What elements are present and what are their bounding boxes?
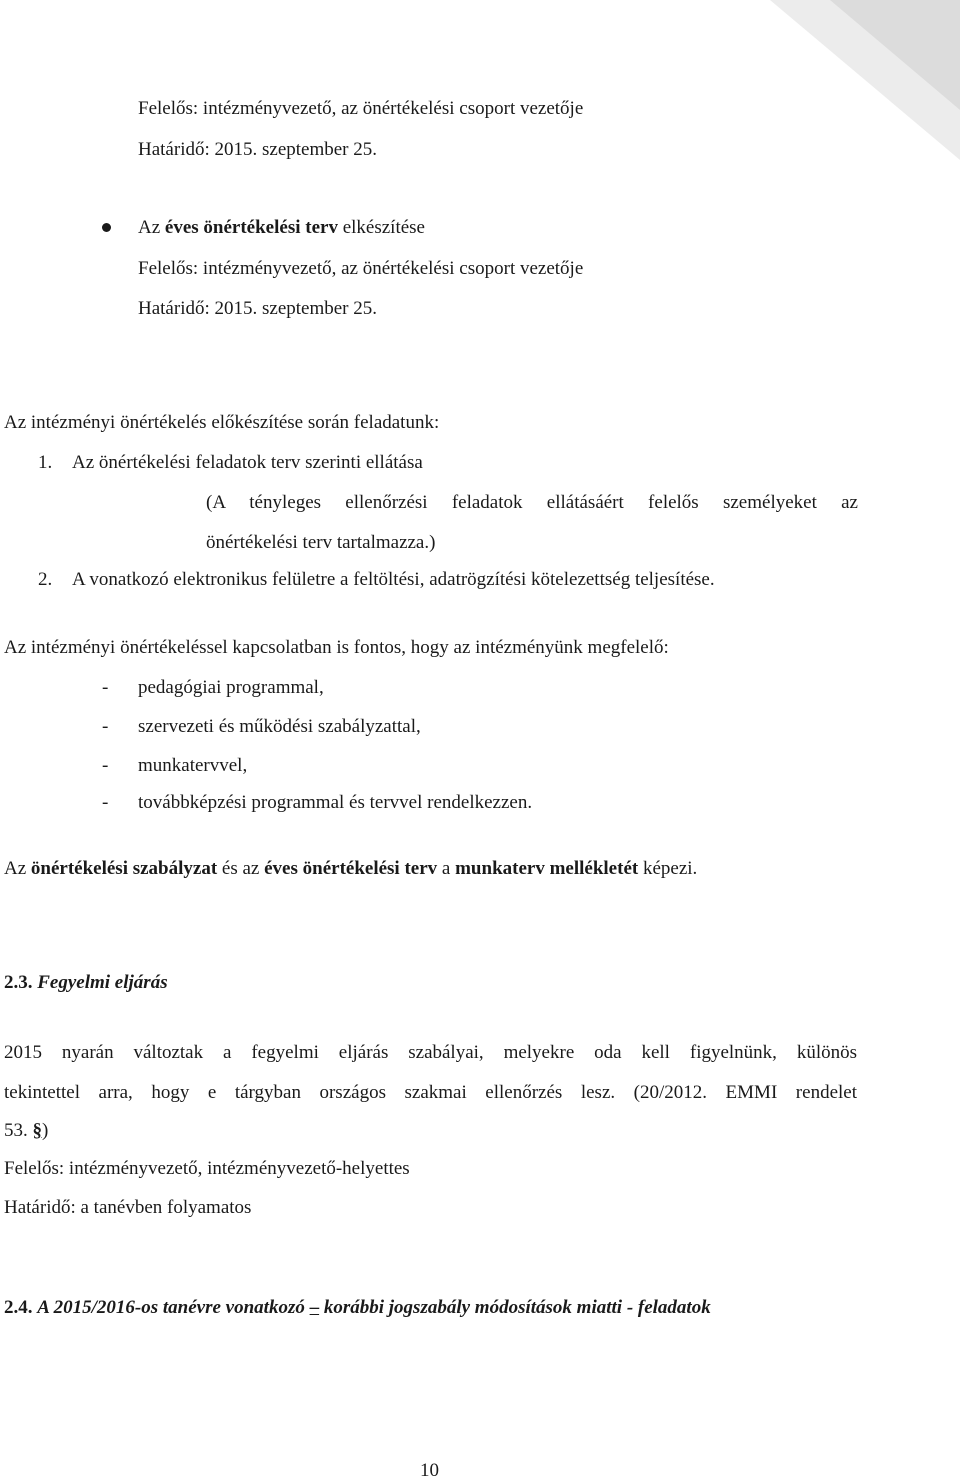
compliance-intro: Az intézményi önértékeléssel kapcsolatban is fontos, hogy az intézményünk megfelelő: [4,637,669,658]
bullet-icon [102,223,111,232]
deadline-line: Határidő: a tanévben folyamatos [4,1197,252,1218]
paragraph-line: tekintettel arra, hogy e tárgyban országos szakmai ellenőrzés lesz. (20/2012. EMMI rendelet [4,1082,857,1103]
annex-sentence: Az önértékelési szabályzat és az éves önértékelési terv a munkaterv mellékletét képezi. [4,858,698,879]
dash-marker: - [102,677,109,698]
page-number: 10 [420,1460,439,1481]
section-heading: 2.3. Fegyelmi eljárás [4,972,168,993]
responsible-line: Felelős: intézményvezető, az önértékelési csoport vezetője [138,98,584,119]
paragraph-line: 2015 nyarán változtak a fegyelmi eljárás szabályai, melyekre oda kell figyelnünk, különös [4,1042,857,1063]
prep-heading: Az intézményi önértékelés előkészítése során feladatunk: [4,412,440,433]
list-item: továbbképzési programmal és tervvel rendelkezzen. [138,792,533,813]
deadline-line: Határidő: 2015. szeptember 25. [138,298,378,319]
task-text: A vonatkozó elektronikus felületre a feltöltési, adatrögzítési kötelezettség teljesítése. [72,569,715,590]
task-number: 2. [38,569,53,590]
page-corner-fold [740,0,960,160]
task-text: Az önértékelési feladatok terv szerinti ellátása [72,452,423,473]
paragraph-line: 53. §) [4,1120,49,1141]
dash-marker: - [102,716,109,737]
list-item: szervezeti és működési szabályzattal, [138,716,421,737]
deadline-line: Határidő: 2015. szeptember 25. [138,139,378,160]
section-heading: 2.4. A 2015/2016-os tanévre vonatkozó – korábbi jogszabály módosítások miatti - feladatok [4,1297,711,1318]
responsible-line: Felelős: intézményvezető, az önértékelési csoport vezetője [138,258,584,279]
task-note-line: (A tényleges ellenőrzési feladatok ellátásáért felelős személyeket az [206,492,858,513]
task-note-line: önértékelési terv tartalmazza.) [206,532,436,553]
bullet-item-title: Az éves önértékelési terv elkészítése [138,217,425,238]
task-number: 1. [38,452,53,473]
dash-marker: - [102,792,109,813]
list-item: munkatervvel, [138,755,248,776]
responsible-line: Felelős: intézményvezető, intézményvezető-helyettes [4,1158,410,1179]
list-item: pedagógiai programmal, [138,677,324,698]
dash-marker: - [102,755,109,776]
